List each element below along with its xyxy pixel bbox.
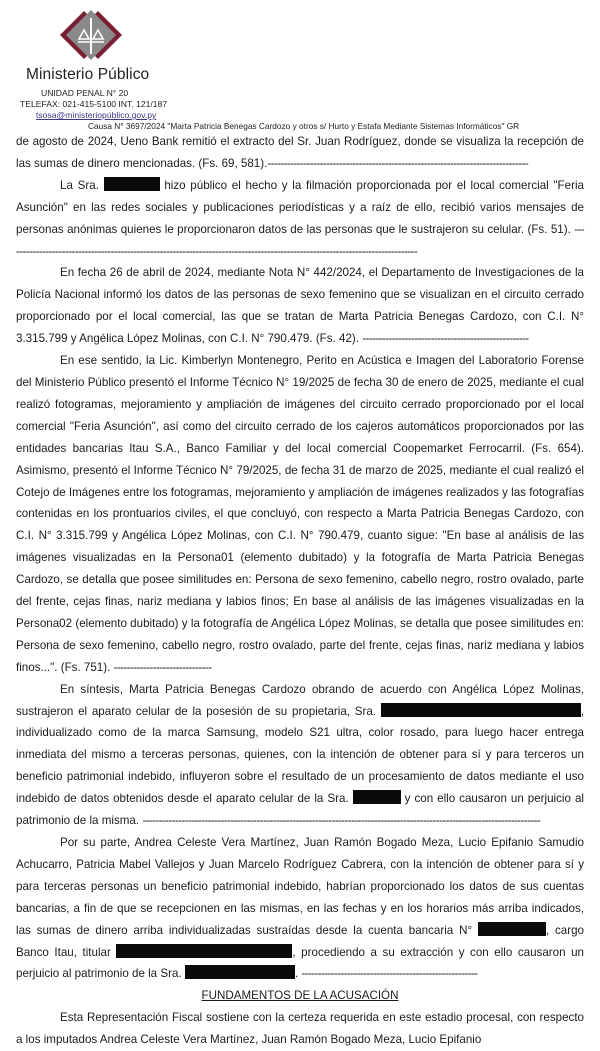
text: . — [294, 967, 299, 981]
dash-fill: ------------------------------ — [113, 660, 212, 674]
redacted-name — [185, 965, 295, 979]
paragraph-5 — [16, 832, 584, 985]
text: y con ello causaron un perjuicio al patrimonio de la misma. — [16, 792, 584, 828]
dash-fill: -------------------------------------------------------------------------------- — [267, 156, 529, 170]
paragraph-6 — [16, 1007, 584, 1051]
paragraph-4 — [16, 679, 584, 832]
redacted-account-number — [478, 922, 546, 936]
text: En ese sentido, la Lic. Kimberlyn Montenegro, Perito en Acústica e Imagen del Laboratorio Forense del Ministerio Público presentó el Informe Técnico N° 19/2025 de fecha 30 de enero de 2025, mediante el cual realizó fotogramas, mejoramiento y ampliación de imágenes del circuito cerrado proporcionado por el local comercial "Feria Asunción", así como del circuito cerrado de los cajeros automáticos proporcionados por las entidades bancarias Itau S.A., Banco Familiar y del local comercial Coopemarket Ferrocarril. (Fs. 654). Asimismo, presentó el Informe Técnico N° 79/2025, de fecha 31 de marzo de 2025, mediante el cual realizó el Cotejo de Imágenes entre los fotogramas, mejoramiento y ampliación de imágenes realizados y las fotografías contenidas en los prontuarios civiles, el que concluyó, con respecto a Marta Patricia Benegas Cardozo, con C.I. N° 3.315.799 y Angélica López Molinas, con C.I. N° 790.479, cuanto sigue: "En base al análisis de las imágenes visualizadas en la Persona01 (elemento dubitado) y la fotografía de Marta Patricia Benegas Cardozo, se detalla que posee similitudes en: Persona de sexo femenino, cabello negro, rostro ovalado, parte del frente, cejas finas, nariz mediana y labios finos; En base al análisis de las imágenes visualizadas en la Persona02 (elemento dubitado) y la fotografía de Angélica López Molinas, se detalla que posee similitudes en: Persona de sexo femenino, cabello negro, rostro ovalado, parte del frente, cejas finas, nariz mediana y labios finos...". (Fs. 751). — [16, 354, 584, 674]
ministerio-publico-logo — [46, 6, 136, 64]
email-link[interactable]: tsosa@ministeriopúblico.gov.py — [36, 110, 157, 120]
text: La Sra. — [60, 178, 99, 192]
redacted-owner-name — [381, 703, 581, 717]
text: En síntesis, Marta Patricia Benegas Cardozo obrando de acuerdo con Angélica López Molinas, sustrajeron el aparato celular de la posesión de su propietaria, Sra. — [16, 682, 584, 718]
text: , procediendo a su extracción y con ello causaron un perjuicio al patrimonio de la Sra. — [16, 945, 584, 981]
dash-fill: --------------------------------------------------- — [362, 332, 529, 346]
org-name: Ministerio Público — [26, 66, 150, 83]
redacted-name — [353, 790, 401, 804]
text: En fecha 26 de abril de 2024, mediante Nota N° 442/2024, el Departamento de Investigaciones de la Policía Nacional informó los datos de las personas de sexo femenino que se visualizan en el circuito cerrado proporcionado por el local comercial, las que se tratan de Marta Patricia Benegas Cardozo, con C.I. N° 3.315.799 y Angélica López Molinas, con C.I. N° 790.479. (Fs. 42). — [16, 266, 584, 346]
paragraph-3 — [16, 350, 584, 679]
document-body — [16, 131, 584, 1051]
paragraph-1 — [16, 175, 584, 263]
text: Por su parte, Andrea Celeste Vera Martínez, Juan Ramón Bogado Meza, Lucio Epifanio Samudio Achucarro, Patricia Mabel Vallejos y Juan Marcelo Rodríguez Cabrera, con la intención de obtener para sí y para terceras personas un beneficio patrimonial indebido, habrían proporcionado los datos de sus cuentas bancarias, a fin de que se recepcionen en las mismas, en las fechas y en los horarios más arriba indicados, las sumas de dinero arriba individualizadas sustraídas desde la cuenta bancaria N° — [16, 836, 584, 937]
redacted-name — [104, 177, 160, 191]
section-heading: FUNDAMENTOS DE LA ACUSACIÓN — [201, 989, 399, 1003]
paragraph-2 — [16, 262, 584, 350]
case-reference: Causa N° 3697/2024 "Marta Patricia Benegas Cardozo y otros s/ Hurto y Estafa Mediante Sistemas Informáticos" GR — [88, 121, 520, 131]
redacted-account-holder — [116, 944, 292, 958]
text: Esta Representación Fiscal sostiene con la certeza requerida en este estadio procesal, con respecto a los imputados Andrea Celeste Vera Martínez, Juan Ramón Bogado Meza, Lucio Epifanio — [16, 1011, 584, 1047]
dash-fill: ------------------------------------------------------ — [301, 967, 478, 981]
unit-line: UNIDAD PENAL N° 20 — [41, 88, 129, 98]
text: , individualizado como de la marca Samsung, modelo S21 ultra, color rosado, para luego hacer entrega inmediata del mismo a terceras personas, quienes, con la intención de obtener para sí y para terceros un beneficio patrimonial indebido, influyeron sobre el resultado de un procesamiento de datos mediante el uso indebido de datos obtenidos desde el aparato celular de la Sra. — [16, 704, 584, 806]
dash-fill: -------------------------------------------------------------------------------------------------------------------------- — [142, 814, 541, 828]
dash-fill: ------------------------------------------------------------------------------------------------------------------------------ — [16, 222, 584, 258]
telefax-line: TELEFAX: 021-415-5100 INT. 121/187 — [20, 99, 168, 109]
paragraph-0 — [16, 131, 584, 175]
text: , cargo Banco Itau, titular — [16, 923, 584, 959]
text: hizo público el hecho y la filmación proporcionada por el local comercial "Feria Asunción" en las redes sociales y publicaciones periodísticas y a raíz de ello, recibió varios mensajes de personas anónimas quienes le proporcionaron datos de las personas que le sustrajeron su celular. (Fs. 51). — [16, 178, 584, 236]
text: de agosto de 2024, Ueno Bank remitió el extracto del Sr. Juan Rodríguez, donde se visualiza la recepción de las sumas de dinero mencionadas. (Fs. 69, 581). — [16, 135, 584, 170]
